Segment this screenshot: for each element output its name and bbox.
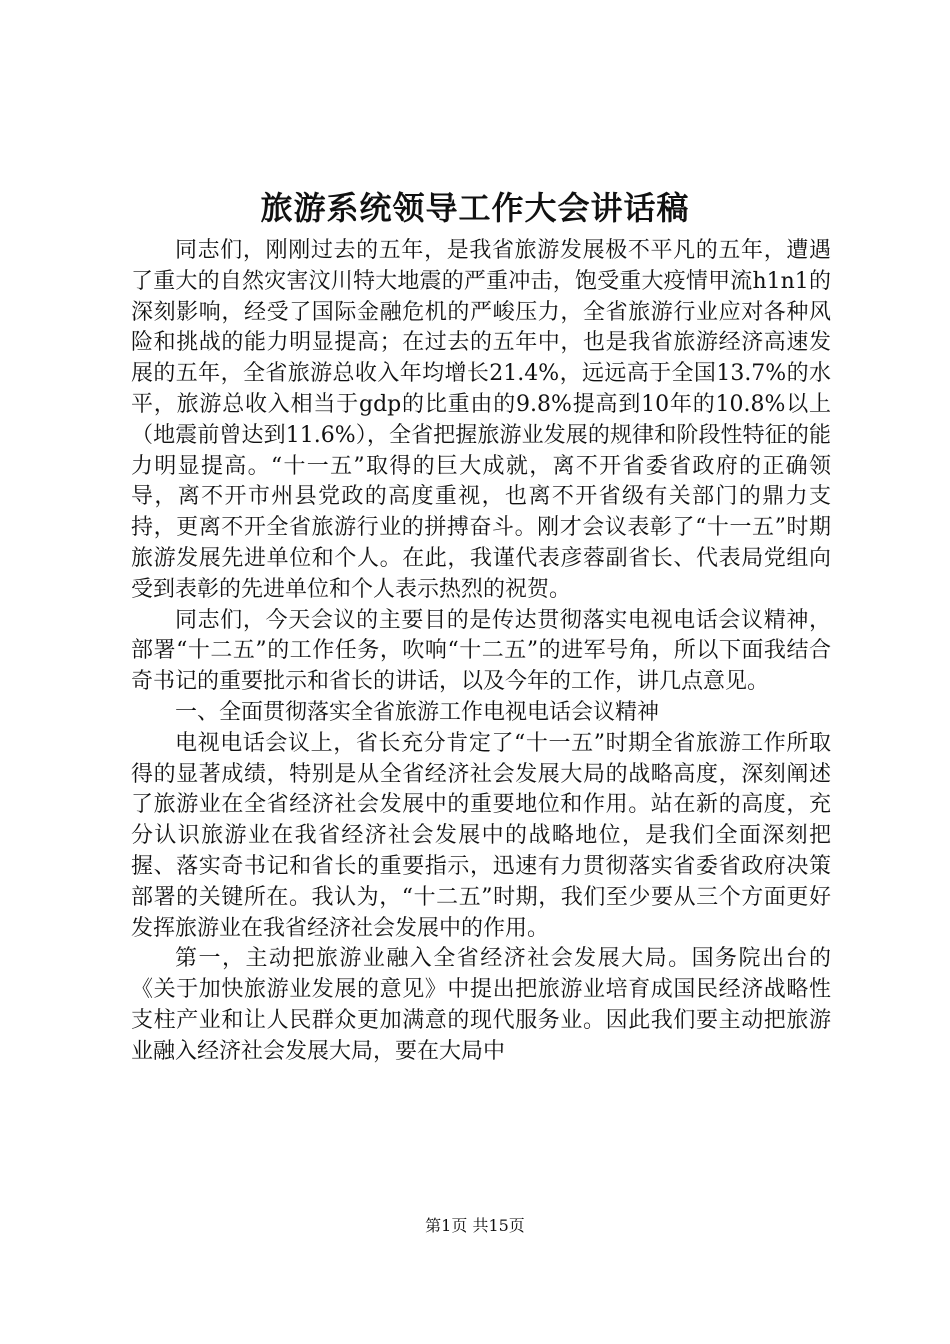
- paragraph-point-1: 第一，主动把旅游业融入全省经济社会发展大局。国务院出台的《关于加快旅游业发展的意见》中提出把旅游业培育成国民经济战略性支柱产业和让人民群众更加满意的现代服务业。因此我们要主动把旅游业融入经济社会发展大局，要在大局中: [131, 946, 831, 1064]
- document-body: [131, 236, 831, 1068]
- document-title: 旅游系统领导工作大会讲话稿: [260, 189, 690, 227]
- section-heading-1: 一、全面贯彻落实全省旅游工作电视电话会议精神: [175, 699, 660, 725]
- paragraph-intro: 同志们，刚刚过去的五年，是我省旅游发展极不平凡的五年，遭遇了重大的自然灾害汶川特大地震的严重冲击，饱受重大疫情甲流h1n1的深刻影响，经受了国际金融危机的严峻压力，全省旅游行业应对各种风险和挑战的能力明显提高；在过去的五年中，也是我省旅游经济高速发展的五年，全省旅游总收入年均增长21.4%，远远高于全国13.7%的水平，旅游总收入相当于gdp的比重由的9.8%提高到10年的10.8%以上（地震前曾达到11.6%），全省把握旅游业发展的规律和阶段性特征的能力明显提高。“十一五”取得的巨大成就，离不开省委省政府的正确领导，离不开市州县党政的高度重视，也离不开省级有关部门的鼎力支持，更离不开全省旅游行业的拼搏奋斗。刚才会议表彰了“十一五”时期旅游发展先进单位和个人。在此，我谨代表彦蓉副省长、代表局党组向受到表彰的先进单位和个人表示热烈的祝贺。: [131, 238, 831, 602]
- page-number: 第1页 共15页: [425, 1216, 525, 1235]
- paragraph-section-1: 电视电话会议上，省长充分肯定了“十一五”时期全省旅游工作所取得的显著成绩，特别是从全省经济社会发展大局的战略高度，深刻阐述了旅游业在全省经济社会发展中的重要地位和作用。站在新的高度，充分认识旅游业在我省经济社会发展中的战略地位，是我们全面深刻把握、落实奇书记和省长的重要指示，迅速有力贯彻落实省委省政府决策部署的关键所在。我认为，“十二五”时期，我们至少要从三个方面更好发挥旅游业在我省经济社会发展中的作用。: [131, 730, 831, 941]
- paragraph-purpose: 同志们，今天会议的主要目的是传达贯彻落实电视电话会议精神，部署“十二五”的工作任务，吹响“十二五”的进军号角，所以下面我结合奇书记的重要批示和省长的讲话，以及今年的工作，讲几点意见。: [131, 607, 831, 695]
